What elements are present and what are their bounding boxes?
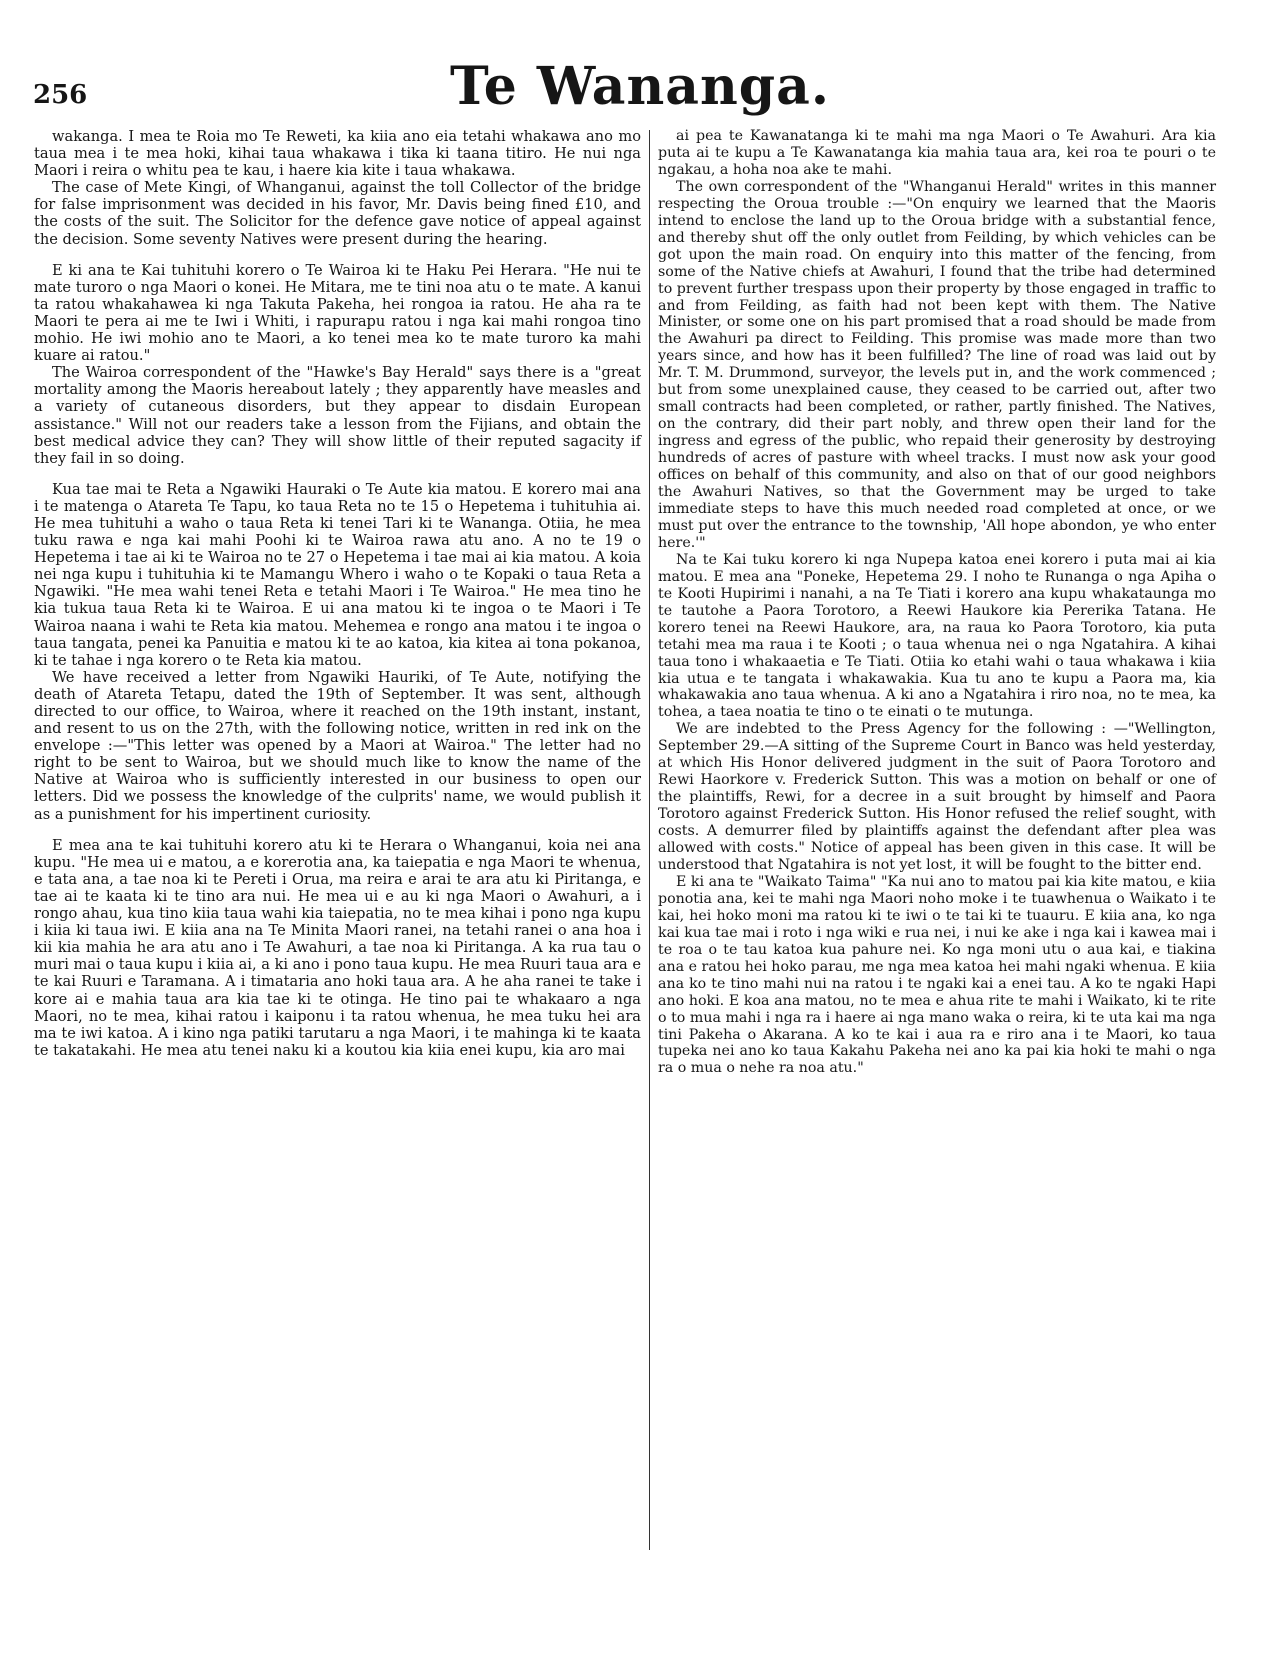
article-paragraph: The own correspondent of the "Whanganui Herald" writes in this manner respecting the Oroua trouble :—"On enquiry we learned that the Maoris intend to enclose the land up to the Oroua bridge with a substantial fence, and thereby shut off the only outlet from Feilding, by which vehicles can be got upon the main road. On enquiry into this matter of the fencing, from some of the Native chiefs at Awahuri, I found that the tribe had determined to prevent further trespass upon their property by those engaged in traffic to and from Feilding, as faith had not been kept with them. The Native Minister, or some one on his part promised that a road should be made from the Awahuri pa direct to Feilding. This promise was made more than two years since, and how has it been fulfilled? The line of road was laid out by Mr. T. M. Drummond, surveyor, the levels put in, and the work commenced ; but from some unexplained cause, they ceased to be carried out, after two small contracts had been completed, or rather, partly finished. The Natives, on the contrary, did their part nobly, and threw open their land for the ingress and egress of the public, who repaid their generosity by destroying hundreds of acres of pasture with wheel tracks. I must now ask your good offices on behalf of this community, and also on that of our good neighbors the Awahuri Natives, so that the Government may be urged to take immediate steps to have this much needed road completed at once, or we must put over the entrance to the township, 'All hope abondon, ye who enter here.'": [658, 178, 1216, 551]
page-number: 256: [33, 80, 88, 110]
column-rule: [649, 130, 650, 1550]
article-paragraph: Na te Kai tuku korero ki nga Nupepa katoa enei korero i puta mai ai kia matou. E mea ana "Poneke, Hepetema 29. I noho te Runanga o nga Apiha o te Kooti Hupirimi i nanahi, a na Te Tiati i korero ana kupu whakataunga mo te tautohe a Paora Torotoro, a Reewi Haukore kia Pererika Tatana. He korero tenei na Reewi Haukore, ara, na raua ko Paora Torotoro, kia puta tetahi mea ma raua i te Kooti ; o taua whenua nei o nga Ngatahira. A kihai taua tono i whakaaetia e Te Tiati. Otiia ko etahi wahi o taua whakawa i kiia kia utua e te tangata i whakawakia. Kua tu ano te kupu a Paora ma, kia whakawakia ano taua whenua. A ki ano a Ngatahira i riro noa, no te mea, ka tohea, a taea noatia te tino o te einati o te mutunga.: [658, 551, 1216, 721]
article-paragraph: wakanga. I mea te Roia mo Te Reweti, ka kiia ano eia tetahi whakawa ano mo taua mea i te mea hoki, kihai taua whakawa i tika ki taana titiro. He nui nga Maori i reira o whitu pea te kau, i haere kia kite i taua whakawa.: [34, 128, 641, 180]
article-paragraph: We have received a letter from Ngawiki Hauriki, of Te Aute, notifying the death of Atareta Tetapu, dated the 19th of September. It was sent, although directed to our office, to Wairoa, where it reached on the 19th instant, instant, and resent to us on the 27th, with the following notice, written in red ink on the envelope :—"This letter was opened by a Maori at Wairoa." The letter had no right to be sent to Wairoa, but we should much like to know the name of the Native at Wairoa who is sufficiently interested in our business to open our letters. Did we possess the knowledge of the culprits' name, we would publish it as a punishment for his impertinent curiosity.: [34, 668, 641, 823]
right-column: [658, 128, 1216, 1077]
article-paragraph: Kua tae mai te Reta a Ngawiki Hauraki o Te Aute kia matou. E korero mai ana i te matenga o Atareta Te Tapu, ko taua Reta no te 15 o Hepetema i tuhituhia ai. He mea tuhituhi a waho o taua Reta ki tenei Tari ki te Wananga. Otiia, he mea tuku rawa e nga kai mahi Poohi ki te Wairoa rawa atu ano. A no te 19 o Hepetema i tae ai ki te Wairoa no te 27 o Hepetema i tae mai ai kia matou. A koia nei nga kupu i tuhituhia ki te Mamangu Whero i waho o te Kopaki o taua Reta a Ngawiki. "He mea wahi tenei Reta e tetahi Maori i Te Wairoa." He mea tino he kia tukua taua Reta ki te Wairoa. E ui ana matou ki te ingoa o te Maori i Te Wairoa naana i wahi te Reta kia matou. Mehemea e rongo ana matou i te ingoa o taua tangata, penei ka Panuitia e matou ki te ao katoa, kia kitea ai tona pokanoa, ki te tahae i nga korero o te Reta kia matou.: [34, 480, 641, 669]
article-paragraph: We are indebted to the Press Agency for the following : —"Wellington, September 29.—A sitting of the Supreme Court in Banco was held yesterday, at which His Honor delivered judgment in the suit of Paora Torotoro and Rewi Haorkore v. Frederick Sutton. This was a motion on behalf or one of the plaintiffs, Rewi, for a decree in a suit brought by himself and Paora Torotoro against Frederick Sutton. His Honor refused the relief sought, with costs. A demurrer filed by plaintiffs against the defendant after plea was allowed with costs." Notice of appeal has been given in this case. It will be understood that Ngatahira is not yet lost, it will be fought to the bitter end.: [658, 721, 1216, 873]
article-paragraph: The Wairoa correspondent of the "Hawke's Bay Herald" says there is a "great mortality among the Maoris hereabout lately ; they apparently have measles and a variety of cutaneous disorders, but they appear to disdain European assistance." Will not our readers take a lesson from the Fijians, and obtain the best medical advice they can? They will show little of their reputed sagacity if they fail in so doing.: [34, 364, 641, 467]
article-paragraph: E ki ana te Kai tuhituhi korero o Te Wairoa ki te Haku Pei Herara. "He nui te mate turoro o nga Maori o konei. He Mitara, me te tini noa atu o te mate. A kanui ta ratou whakahawea ki nga Takuta Pakeha, hei rongoa ia ratou. He aha ra te Maori te pera ai me te Iwi i Whiti, i rapurapu ratou i nga kai mahi rongoa tino mohio. He iwi mohio ano te Maori, a ko tenei mea ko te mate turoro ka mahi kuare ai ratou.": [34, 261, 641, 365]
article-paragraph: The case of Mete Kingi, of Whanganui, against the toll Collector of the bridge for false imprisonment was decided in his favor, Mr. Davis being fined £10, and the costs of the suit. The Solicitor for the defence gave notice of appeal against the decision. Some seventy Natives were present during the hearing.: [34, 179, 641, 248]
masthead-title: Te Wananga.: [450, 56, 830, 117]
article-paragraph: E ki ana te "Waikato Taima" "Ka nui ano to matou pai kia kite matou, e kiia ponotia ana, kei te mahi nga Maori noho moke i te tuawhenua o Waikato i te kai, hei hoko moni ma ratou ki te iwi o te tai ki te tuauru. E kiia ana, ko nga kai kua tae mai i roto i nga wiki e rua nei, i nui ke ake i nga kai i kawea mai i te roa o te tau katoa kua pahure nei. Ko nga moni utu o aua kai, e tiakina ana e ratou hei hoko parau, me nga mea katoa hei mahi ngaki whenua. E kiia ana ko te tino mahi nui na ratou i te ngaki kai a enei tau. A ko te ngaki Hapi ano hoki. E koa ana matou, no te mea e ahua rite te mahi i Waikato, ki te rite o to mua mahi i nga ra i haere ai nga mano waka o reira, ki te uta kai ma nga tini Pakeha o Akarana. A ko te kai i aua ra e riro ana i te Maori, ko taua tupeka nei ano ko taua Kakahu Pakeha nei ano ka pai kia hoki te mahi o nga ra o mua o nehe ra noa atu.": [658, 873, 1216, 1077]
article-paragraph: E mea ana te kai tuhituhi korero atu ki te Herara o Whanganui, koia nei ana kupu. "He mea ui e matou, a e korerotia ana, ka taiepatia e nga Maori te whenua, e tata ana, a tae noa ki te Pereti i Orua, ma reira e arai te ara atu ki Piritanga, e tae ai te kaata ki te tino ara nui. He mea ui e au ki nga Maori o Awahuri, a i rongo ahau, kua tino kiia taua wahi kia taiepatia, no te mea kihai i pono nga kupu i kiia ki taua iwi. E kiia ana na Te Minita Maori ranei, na tetahi ranei o ana hoa i kii kia mahia he ara atu ano i Te Awahuri, a tae noa ki Piritanga. A ka rua tau o muri mai o taua kupu i kiia ai, a ki ano i pono taua kupu. He mea Ruuri taua ara e te kai Ruuri e Taramana. A i timataria ano hoki taua ara. A he aha ranei te take i kore ai e mahia taua ara kia tae ki te otinga. He tino pai te whakaaro a nga Maori, no te mea, kihai ratou i kaiponu i ta ratou whenua, he mea tuku hei ara ma te iwi katoa. A i kino nga patiki tarutaru a nga Maori, i te mahinga ki te kaata te takatakahi. He mea atu tenei naku ki a koutou kia kiia enei kupu, kia aro mai: [34, 836, 641, 1059]
left-column: [34, 128, 641, 1059]
article-paragraph: ai pea te Kawanatanga ki te mahi ma nga Maori o Te Awahuri. Ara kia puta ai te kupu a Te Kawanatanga kia mahia taua ara, kei roa te pouri o te ngakau, a hoha noa ake te mahi.: [658, 128, 1216, 178]
